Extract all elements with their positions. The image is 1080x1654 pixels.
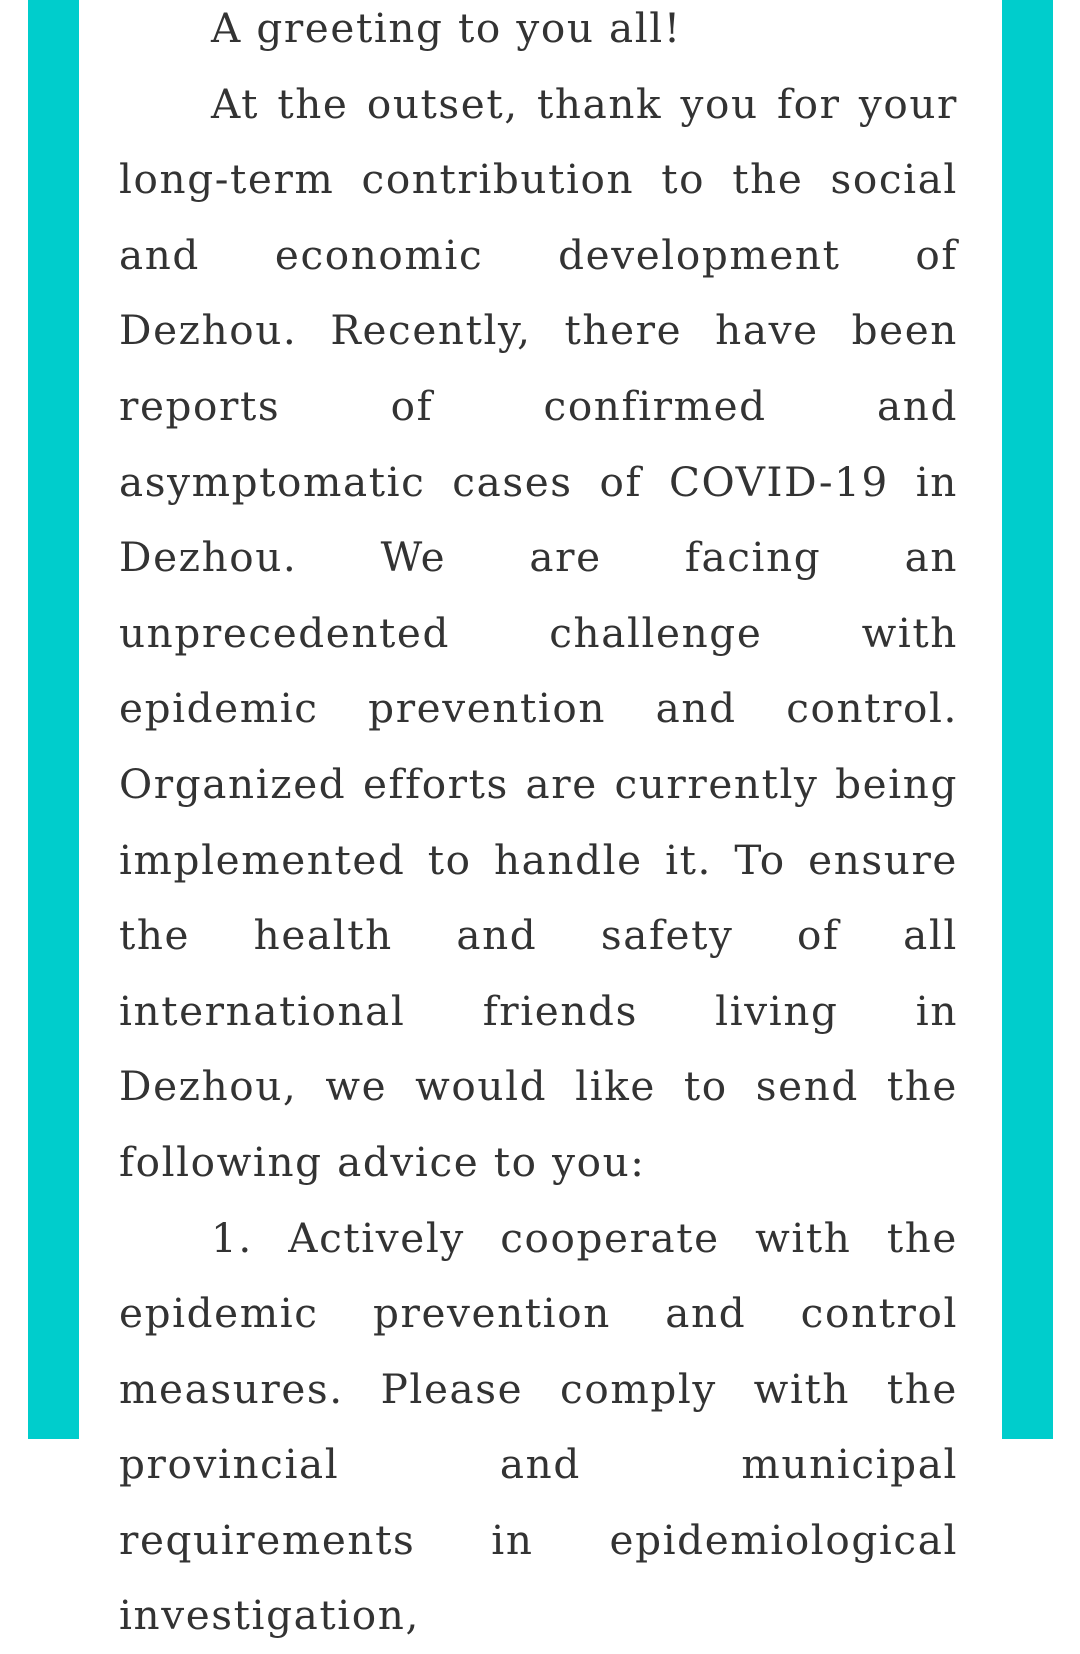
advice-item-1: 1. Actively cooperate with the epidemic prevention and control measures. Please comply with the provincial and municipal requirements in epidemiological investigation,: [119, 1201, 958, 1654]
letter-body: [119, 0, 958, 1654]
greeting-line: A greeting to you all!: [119, 0, 958, 67]
right-teal-border: [1002, 0, 1053, 1439]
intro-paragraph: At the outset, thank you for your long-term contribution to the social and economic development of Dezhou. Recently, there have been reports of confirmed and asymptomatic cases of COVID-19 in Dezhou. We are facing an unprecedented challenge with epidemic prevention and control. Organized efforts are currently being implemented to handle it. To ensure the health and safety of all international friends living in Dezhou, we would like to send the following advice to you:: [119, 67, 958, 1201]
left-teal-border: [28, 0, 79, 1439]
